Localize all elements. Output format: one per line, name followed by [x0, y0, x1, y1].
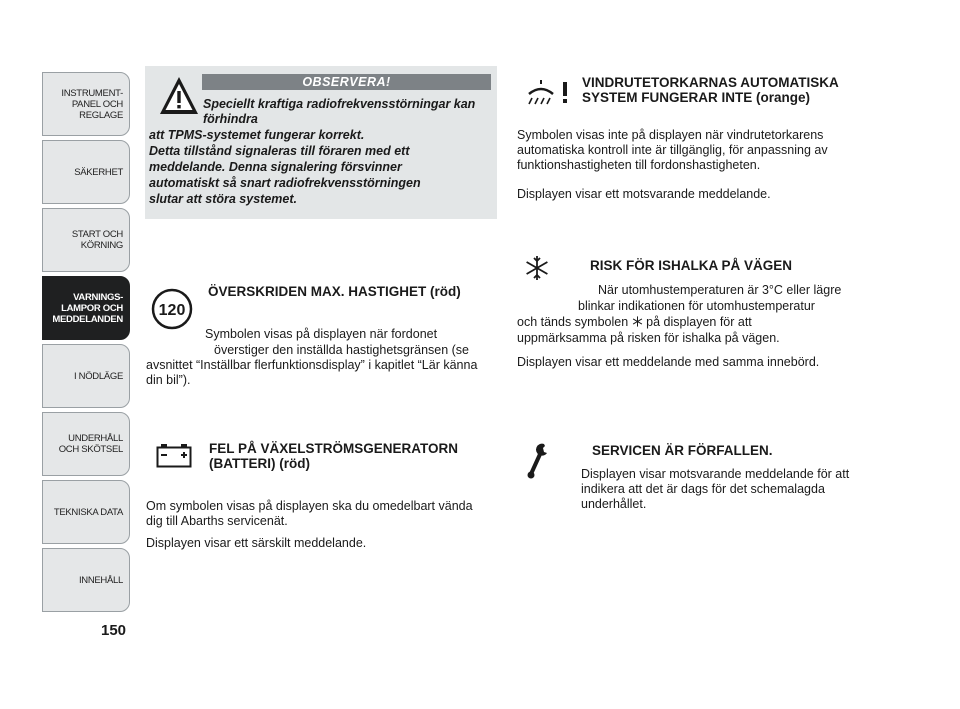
ice-text-2: Displayen visar ett meddelande med samma innebörd.	[517, 355, 820, 369]
ice-text-1e: uppmärksamma på risken för ishalka på vägen.	[517, 331, 780, 345]
service-heading: SERVICEN ÄR FÖRFALLEN.	[592, 443, 773, 458]
warning-triangle-icon	[158, 75, 200, 117]
warning-box	[145, 66, 497, 219]
tab-label: UNDERHÅLL OCH SKÖTSEL	[58, 433, 123, 455]
battery-text-2: Displayen visar ett särskilt meddelande.	[146, 536, 367, 550]
tab-safety[interactable]	[42, 140, 130, 204]
tab-instrument-panel[interactable]	[42, 72, 130, 136]
ice-text-1b: blinkar indikationen för utomhustemperatur	[578, 299, 815, 313]
speed-limit-icon	[151, 288, 193, 330]
tab-emergency[interactable]	[42, 344, 130, 408]
speed-heading: ÖVERSKRIDEN MAX. HASTIGHET (röd)	[208, 284, 461, 299]
wiper-text-1: Symbolen visas inte på displayen när vindrutetorkarens automatiska kontroll inte är tillgänglig, för anpassning av funktionshastigheten till fordonshastigheten.	[517, 128, 828, 172]
tab-label: INSTRUMENT- PANEL OCH REGLAGE	[61, 87, 123, 121]
snowflake-icon	[632, 316, 643, 327]
warning-title: OBSERVERA!	[202, 74, 491, 90]
speed-text-2: överstiger den inställda hastighetsgränsen (se avsnittet “Inställbar flerfunktionsdisplay” i kapitlet “Lär känna din bil”).	[146, 343, 478, 387]
ice-text-1a: När utomhustemperaturen är 3°C eller lägre	[598, 283, 842, 297]
battery-heading: FEL PÅ VÄXELSTRÖMSGENERATORN (BATTERI) (röd)	[209, 441, 459, 471]
tab-warning-lights[interactable]	[42, 276, 130, 340]
wiper-text-2: Displayen visar ett motsvarande meddelande.	[517, 187, 771, 201]
battery-icon	[156, 443, 192, 469]
wrench-icon	[526, 442, 550, 480]
snowflake-icon	[524, 255, 550, 281]
tab-start-driving[interactable]	[42, 208, 130, 272]
tab-maintenance[interactable]	[42, 412, 130, 476]
ice-text-line	[517, 315, 877, 330]
warning-lead: Speciellt kraftiga radiofrekvensstörningar kan förhindra	[203, 97, 476, 126]
ice-text-1d: på displayen för att	[646, 315, 752, 329]
page-number: 150	[101, 622, 127, 639]
tab-label: SÄKERHET	[74, 166, 123, 178]
warning-text: att TPMS-systemet fungerar korrekt. Detta tillstånd signaleras till föraren med ett meddelande. Denna signalering försvinner automatiskt så snart radiofrekvensstörningen slutar att störa systemet.	[149, 128, 421, 206]
wiper-warning-icon	[527, 78, 573, 106]
ice-text-1c: och tänds symbolen	[517, 315, 629, 329]
speed-text-1: Symbolen visas på displayen när fordonet	[205, 327, 438, 341]
service-text: Displayen visar motsvarande meddelande för att indikera att det är dags för det schemalagda underhållet.	[581, 467, 850, 511]
tab-label: START OCH KÖRNING	[71, 229, 123, 251]
wiper-heading: VINDRUTETORKARNAS AUTOMATISKA SYSTEM FUNGERAR INTE (orange)	[582, 75, 839, 105]
tab-label: I NÖDLÄGE	[73, 370, 123, 382]
battery-text-1: Om symbolen visas på displayen ska du omedelbart vända dig till Abarths servicenät.	[146, 499, 473, 528]
ice-heading: RISK FÖR ISHALKA PÅ VÄGEN	[590, 258, 793, 273]
tab-label: INNEHÅLL	[78, 574, 123, 586]
tab-technical-data[interactable]	[42, 480, 130, 544]
tab-contents[interactable]	[42, 548, 130, 612]
tab-label: VARNINGS- LAMPOR OCH MEDDELANDEN	[52, 291, 123, 325]
tab-label: TEKNISKA DATA	[53, 506, 123, 518]
speed-badge: 120	[158, 302, 186, 319]
